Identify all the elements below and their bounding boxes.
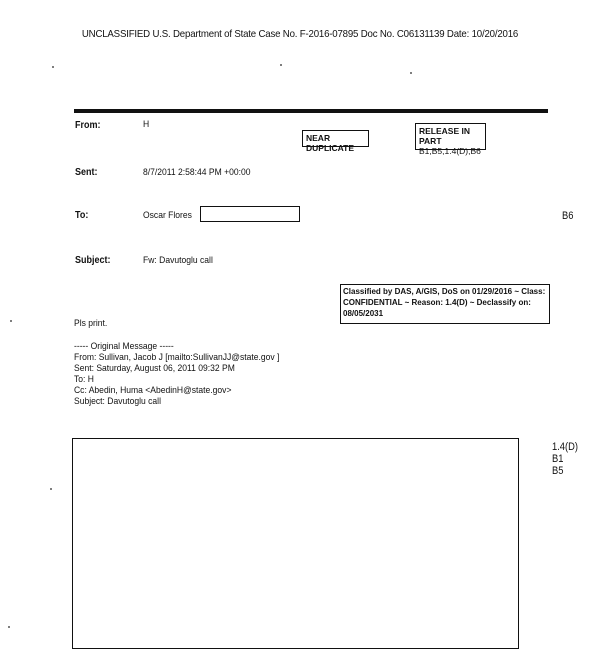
sent-label: Sent:	[75, 167, 98, 178]
classification-line1: Classified by DAS, A/GIS, DoS on 01/29/2016 ~ Class:	[343, 287, 546, 296]
original-to-line: To: H	[74, 374, 94, 385]
scan-speck	[10, 320, 12, 322]
body-note: Pls print.	[74, 318, 108, 329]
exemption-code-14d: 1.4(D)	[552, 441, 578, 453]
redacted-recipient-box	[200, 206, 300, 222]
document-header: UNCLASSIFIED U.S. Department of State Case No. F-2016-07895 Doc No. C06131139 Date: 10/20/2016	[81, 28, 519, 40]
original-subject-line: Subject: Davutoglu call	[74, 396, 161, 407]
classification-line2: CONFIDENTIAL ~ Reason: 1.4(D) ~ Declassify on:	[343, 298, 531, 307]
to-exemption-code: B6	[562, 210, 574, 222]
sent-value: 8/7/2011 2:58:44 PM +00:00	[143, 167, 251, 178]
original-from-line: From: Sullivan, Jacob J [mailto:SullivanJJ@state.gov ]	[74, 352, 280, 363]
original-sent-line: Sent: Saturday, August 06, 2011 09:32 PM	[74, 363, 235, 374]
from-value: H	[143, 119, 150, 130]
release-stamp-line2: B1,B5,1.4(D),B6	[419, 146, 481, 156]
classification-line3: 08/05/2031	[343, 309, 384, 318]
near-duplicate-stamp: NEAR DUPLICATE	[302, 130, 369, 147]
classification-block	[340, 284, 550, 324]
redacted-body-box	[72, 438, 519, 649]
release-in-part-stamp	[415, 123, 486, 156]
to-value: Oscar Flores	[143, 210, 192, 221]
scan-speck	[280, 64, 282, 66]
original-cc-line: Cc: Abedin, Huma <AbedinH@state.gov>	[74, 385, 232, 396]
original-message-block	[74, 341, 302, 407]
release-stamp-line1: RELEASE IN PART	[419, 126, 471, 146]
from-label: From:	[75, 120, 101, 131]
header-rule	[74, 109, 548, 113]
scan-speck	[8, 626, 10, 628]
to-label: To:	[75, 210, 89, 221]
scan-speck	[52, 66, 54, 68]
scan-speck	[50, 488, 52, 490]
subject-value: Fw: Davutoglu call	[143, 255, 213, 266]
exemption-code-b5: B5	[552, 465, 564, 477]
exemption-code-b1: B1	[552, 453, 564, 465]
subject-label: Subject:	[75, 255, 111, 266]
body-exemption-codes	[552, 441, 583, 477]
scan-speck	[410, 72, 412, 74]
original-message-header: ----- Original Message -----	[74, 341, 174, 352]
